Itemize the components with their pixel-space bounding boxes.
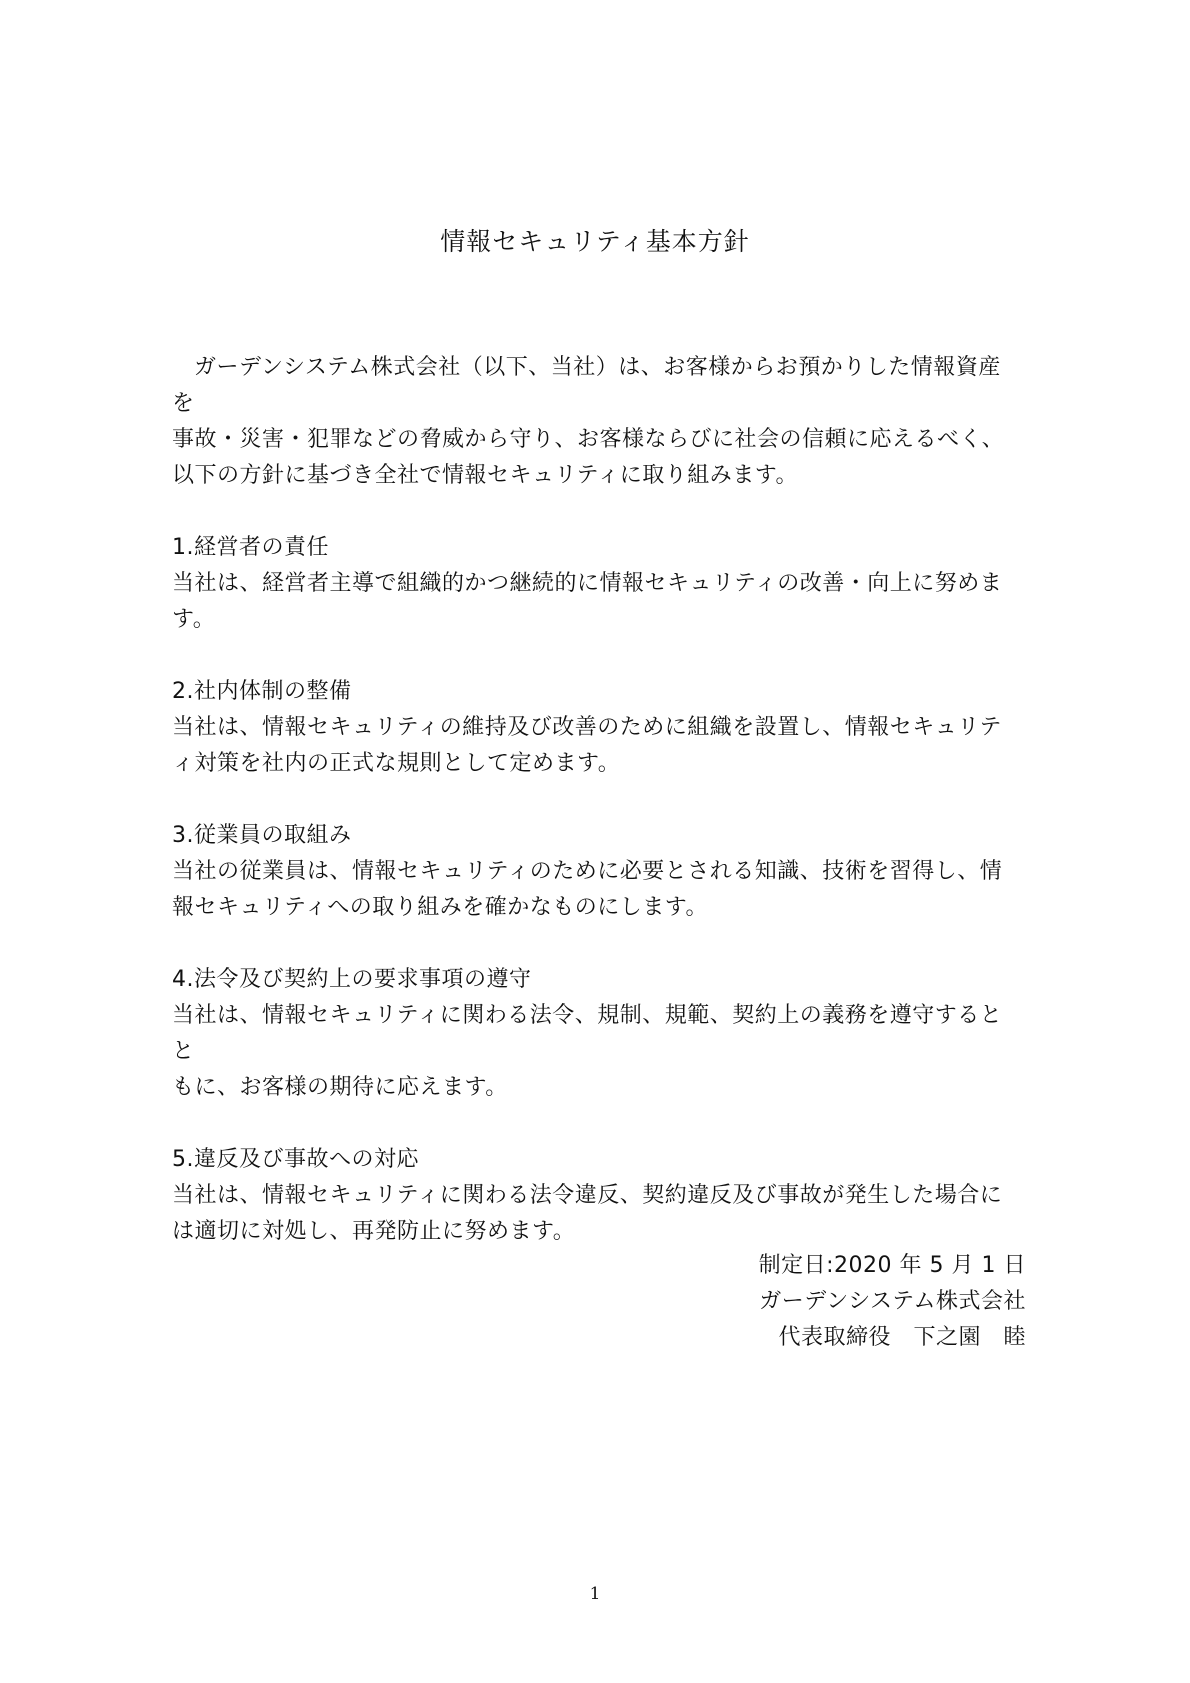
enactment-date: 制定日:2020 年 5 月 1 日 — [758, 1253, 1026, 1278]
document-title: 情報セキュリティ基本方針 — [440, 227, 750, 256]
section-heading: 5.違反及び事故への対応 — [172, 1147, 419, 1172]
policy-section-4 — [172, 962, 1022, 1106]
section-body: 当社の従業員は、情報セキュリティのために必要とされる知識、技術を習得し、情 報セキュリティへの取り組みを確かなものにします。 — [172, 859, 1003, 920]
policy-section-1 — [172, 530, 1022, 638]
document-body — [172, 350, 1022, 1286]
signature-block — [759, 1248, 1026, 1356]
section-body: 当社は、経営者主導で組織的かつ継続的に情報セキュリティの改善・向上に努めま す。 — [172, 571, 1003, 632]
section-body: 当社は、情報セキュリティに関わる法令、規制、規範、契約上の義務を遵守するとと もに、お客様の期待に応えます。 — [172, 1003, 1003, 1100]
policy-section-2 — [172, 674, 1022, 782]
section-heading: 1.経営者の責任 — [172, 535, 329, 560]
section-heading: 3.従業員の取組み — [172, 823, 352, 848]
representative-name: 代表取締役 下之園 睦 — [778, 1325, 1026, 1350]
policy-section-5 — [172, 1142, 1022, 1250]
section-body: 当社は、情報セキュリティに関わる法令違反、契約違反及び事故が発生した場合に は適切に対処し、再発防止に努めます。 — [172, 1183, 1003, 1244]
policy-section-3 — [172, 818, 1022, 926]
intro-paragraph: ガーデンシステム株式会社（以下、当社）は、お客様からお預かりした情報資産を 事故・災害・犯罪などの脅威から守り、お客様ならびに社会の信頼に応えるべく、 以下の方針に基づき全社で情報セキュリティに取り組みます。 — [172, 355, 1005, 488]
page-number: 1 — [589, 1584, 601, 1604]
company-name: ガーデンシステム株式会社 — [759, 1289, 1026, 1314]
section-heading: 4.法令及び契約上の要求事項の遵守 — [172, 967, 532, 992]
section-body: 当社は、情報セキュリティの維持及び改善のために組織を設置し、情報セキュリテ ィ対策を社内の正式な規則として定めます。 — [172, 715, 1002, 776]
section-heading: 2.社内体制の整備 — [172, 679, 352, 704]
